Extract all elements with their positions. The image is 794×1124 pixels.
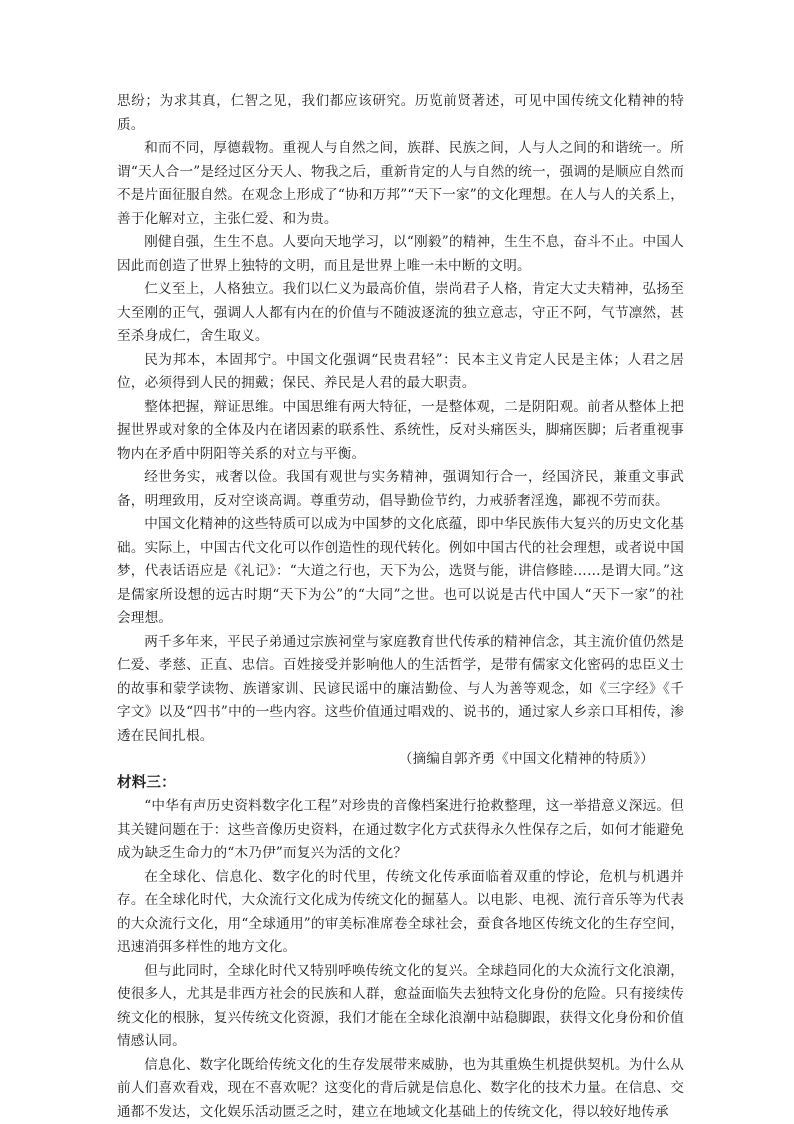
material2-paragraph: 中国文化精神的这些特质可以成为中国梦的文化底蕴，即中华民族伟大复兴的历史文化基础。实际上，中国古代文化可以作创造性的现代转化。例如中国古代的社会理想，或者说中国梦，代表话语应是《礼记》：“大道之行也，天下为公，选贤与能，讲信修睦……是谓大同。”这是儒家所设想的远古时期“天下为公”的“大同”之世。也可以说是古代中国人“天下一家”的社会理想。 [117,513,684,631]
material2-paragraph: 民为邦本，本固邦宁。中国文化强调“民贵君轻”：民本主义肯定人民是主体；人君之居位，必须得到人民的拥戴；保民、养民是人君的最大职责。 [117,349,684,396]
material3-paragraph: 信息化、数字化既给传统文化的生存发展带来威胁，也为其重焕生机提供契机。为什么从前人们喜欢看戏，现在不喜欢呢？这变化的背后就是信息化、数字化的技术力量。在信息、交通都不发达，文化娱乐活动匮乏之时，建立在地域文化基础上的传统文化，得以较好地传承 [117,1054,684,1124]
material2-paragraph: 整体把握，辩证思维。中国思维有两大特征，一是整体观，二是阴阳观。前者从整体上把握世界或对象的全体及内在诸因素的联系性、系统性，反对头痛医头，脚痛医脚；后者重视事物内在矛盾中阴阳等关系的对立与平衡。 [117,396,684,467]
material3-paragraph: 但与此同时，全球化时代又特别呼唤传统文化的复兴。全球趋同化的大众流行文化浪潮，使很多人，尤其是非西方社会的民族和人群，愈益面临失去独特文化身份的危险。只有接续传统文化的根脉，复兴传统文化资源，我们才能在全球化浪潮中站稳脚跟，获得文化身份和价值情感认同。 [117,960,684,1054]
material2-continuation: 思纷；为求其真，仁智之见，我们都应该研究。历览前贤著述，可见中国传统文化精神的特质。 [117,90,684,137]
material2-paragraph: 刚健自强，生生不息。人要向天地学习，以“刚毅”的精神，生生不息，奋斗不止。中国人因此而创造了世界上独特的文明，而且是世界上唯一未中断的文明。 [117,231,684,278]
material3-paragraph: “中华有声历史资料数字化工程”对珍贵的音像档案进行抢救整理，这一举措意义深远。但其关键问题在于：这些音像历史资料，在通过数字化方式获得永久性保存之后，如何才能避免成为缺乏生命力的“木乃伊”而复兴为活的文化？ [117,795,684,866]
material2-paragraph: 仁义至上，人格独立。我们以仁义为最高价值，崇尚君子人格，肯定大丈夫精神，弘扬至大至刚的正气，强调人人都有内在的价值与不随波逐流的独立意志，守正不阿，气节凛然，甚至杀身成仁，舍生取义。 [117,278,684,349]
document-page [117,90,684,1124]
material2-paragraph: 两千多年来，平民子弟通过宗族祠堂与家庭教育世代传承的精神信念，其主流价值仍然是仁爱、孝慈、正直、忠信。百姓接受并影响他人的生活哲学，是带有儒家文化密码的忠臣义士的故事和蒙学读物、族谱家训、民谚民谣中的廉洁勤俭、与人为善等观念，如《三字经》《千字文》以及“四书”中的一些内容。这些价值通过唱戏的、说书的，通过家人乡亲口耳相传，渗透在民间扎根。 [117,631,684,749]
material2-paragraph: 和而不同，厚德载物。重视人与自然之间，族群、民族之间，人与人之间的和谐统一。所谓“天人合一”是经过区分天人、物我之后，重新肯定的人与自然的统一，强调的是顺应自然而不是片面征服自然。在观念上形成了“协和万邦”“天下一家”的文化理想。在人与人的关系上，善于化解对立，主张仁爱、和为贵。 [117,137,684,231]
material3-heading: 材料三： [117,772,684,796]
material3-paragraph: 在全球化、信息化、数字化的时代里，传统文化传承面临着双重的悖论，危机与机遇并存。在全球化时代，大众流行文化成为传统文化的掘墓人。以电影、电视、流行音乐等为代表的大众流行文化，用“全球通用”的审美标准席卷全球社会，蚕食各地区传统文化的生存空间，迅速消弭多样性的地方文化。 [117,866,684,960]
source-credit: （摘编自郭齐勇《中国文化精神的特质》） [117,748,684,772]
material2-paragraph: 经世务实，戒奢以俭。我国有观世与实务精神，强调知行合一，经国济民，兼重文事武备，明理致用，反对空谈高调。尊重劳动，倡导勤俭节约，力戒骄奢淫逸，鄙视不劳而获。 [117,466,684,513]
